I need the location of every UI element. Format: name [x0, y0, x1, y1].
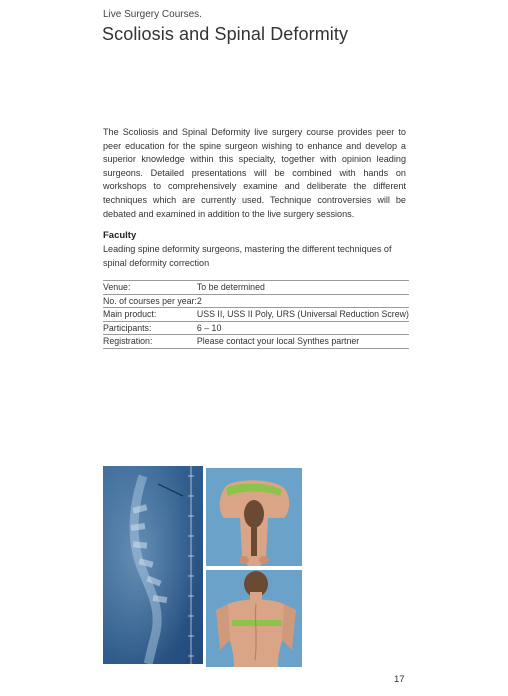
table-row: [103, 335, 409, 349]
back-view-photo: [206, 570, 302, 667]
page-number: 17: [394, 674, 405, 685]
row-value: USS II, USS II Poly, URS (Universal Reduction Screw): [197, 308, 409, 322]
row-value: 6 – 10: [197, 321, 409, 335]
table-row: [103, 294, 409, 308]
course-details-table: [103, 280, 409, 349]
table-row: [103, 281, 409, 295]
row-label: Main product:: [103, 308, 197, 322]
intro-paragraph: The Scoliosis and Spinal Deformity live surgery course provides peer to peer education for the spine surgeon wishing to enhance and develop a superior knowledge within this specialty, together with opinion leading surgeons. Detailed presentations will be combined with hands on workshops to comprehensively examine and deliberate the different techniques which are currently used. Technique controversies will be debated and examined in addition to the live surgery sessions.: [103, 127, 406, 219]
table-row: [103, 321, 409, 335]
faculty-text: Leading spine deformity surgeons, mastering the different techniques of spinal deformity correction: [103, 244, 392, 268]
faculty-heading: Faculty: [103, 230, 137, 241]
spine-xray-image: [103, 466, 203, 664]
forward-bend-photo: [206, 468, 302, 566]
table-row: [103, 308, 409, 322]
row-value: 2: [197, 294, 409, 308]
row-value: Please contact your local Synthes partner: [197, 335, 409, 349]
row-label: Registration:: [103, 335, 197, 349]
section-label: Live Surgery Courses.: [103, 9, 202, 20]
page-title: Scoliosis and Spinal Deformity: [102, 24, 349, 44]
row-label: Participants:: [103, 321, 197, 335]
row-label: Venue:: [103, 281, 197, 295]
row-label: No. of courses per year:: [103, 294, 197, 308]
row-value: To be determined: [197, 281, 409, 295]
